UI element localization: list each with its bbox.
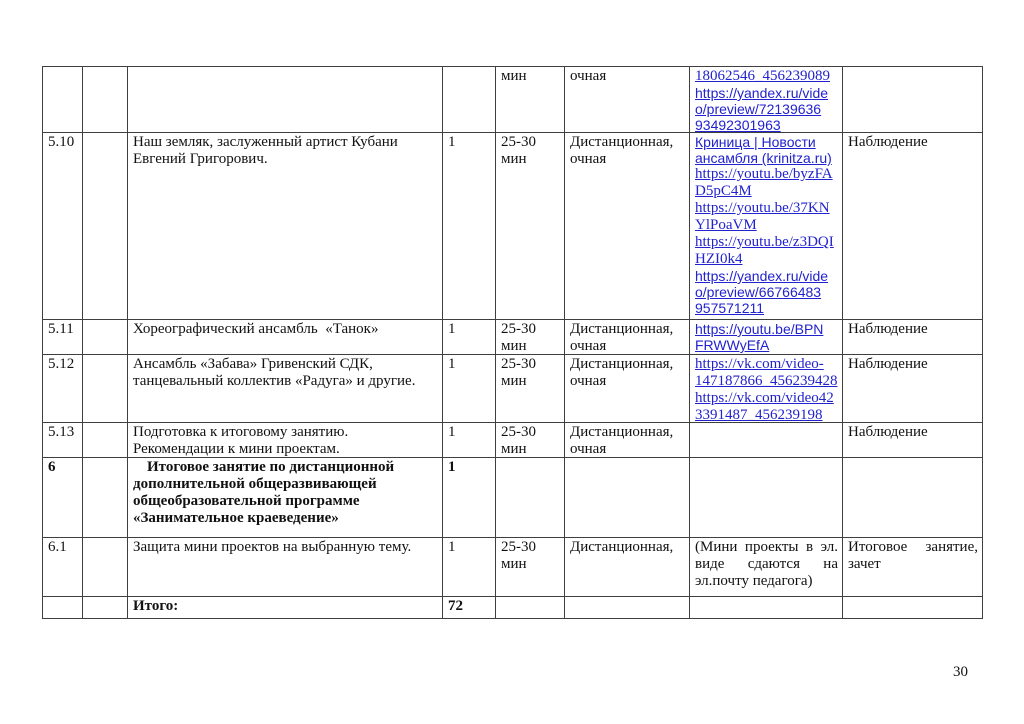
cell-5.10-links [690, 133, 843, 320]
cell-6.1-num [42, 538, 83, 597]
cell-6-links [690, 458, 843, 538]
cell-5.9-continued-form [565, 66, 690, 133]
link-line[interactable]: https://yandex.ru/vide [695, 268, 829, 284]
cell-5.13-control [843, 423, 983, 458]
text-line: 1 [448, 424, 456, 440]
link-line[interactable]: https://youtu.be/byzFA [695, 166, 833, 182]
cell-5.12-hours [443, 355, 496, 423]
text-line: мин [501, 338, 527, 354]
text-line: дополнительной общеразвивающей [133, 476, 377, 492]
cell-6-hours [443, 458, 496, 538]
text-line: Евгений Григорович. [133, 151, 268, 167]
cell-5.10-form [565, 133, 690, 320]
text-line: Дистанционная, [570, 424, 674, 440]
cell-itogo-links [690, 597, 843, 619]
link-line[interactable]: o/preview/72139636 [695, 101, 822, 117]
cell-itogo-num [42, 597, 83, 619]
cell-5.10-blank [83, 133, 128, 320]
text-line: Рекомендации к мини проектам. [133, 441, 340, 457]
cell-6.1-control [843, 538, 983, 597]
link-line[interactable]: FRWWyEfA [695, 337, 770, 353]
link-line[interactable]: 957571211 [695, 300, 765, 316]
link-line[interactable]: o/preview/66766483 [695, 284, 822, 300]
text-line: Наблюдение [848, 321, 928, 337]
program-table [42, 66, 983, 619]
cell-6.1-topic [128, 538, 443, 597]
cell-itogo-control [843, 597, 983, 619]
cell-6-duration [496, 458, 565, 538]
cell-5.9-continued-duration [496, 66, 565, 133]
cell-6-topic [128, 458, 443, 538]
cell-5.9-continued-blank [83, 66, 128, 133]
cell-5.13-duration [496, 423, 565, 458]
text-line: 1 [448, 134, 456, 150]
text-line: мин [501, 68, 527, 84]
text-line: 6 [48, 459, 56, 475]
text-line: мин [501, 441, 527, 457]
cell-itogo-topic [128, 597, 443, 619]
link-line[interactable]: 147187866_456239428 [695, 373, 838, 389]
cell-5.13-blank [83, 423, 128, 458]
cell-itogo-blank [83, 597, 128, 619]
text-line: 5.10 [48, 134, 75, 150]
cell-5.13-topic [128, 423, 443, 458]
cell-6.1-blank [83, 538, 128, 597]
cell-5.11-duration [496, 320, 565, 355]
text-line: «Занимательное краеведение» [133, 510, 339, 526]
text-line: Ансамбль «Забава» Гривенский СДК, [133, 356, 373, 372]
cell-5.9-continued-control [843, 66, 983, 133]
cell-5.11-control [843, 320, 983, 355]
text-line: Наблюдение [848, 134, 928, 150]
cell-6-control [843, 458, 983, 538]
text-line: 25-30 [501, 424, 536, 440]
text-line: (Мини проекты в эл. [695, 539, 838, 555]
text-line: очная [570, 68, 607, 84]
cell-5.11-links [690, 320, 843, 355]
cell-5.9-continued-hours [443, 66, 496, 133]
cell-5.13-form [565, 423, 690, 458]
text-line: 1 [448, 356, 456, 372]
cell-5.12-control [843, 355, 983, 423]
text-line: Наблюдение [848, 424, 928, 440]
text-line: 5.13 [48, 424, 75, 440]
link-line[interactable]: https://youtu.be/z3DQI [695, 234, 834, 250]
cell-6.1-form [565, 538, 690, 597]
cell-5.13-links [690, 423, 843, 458]
cell-6-num [42, 458, 83, 538]
cell-5.11-form [565, 320, 690, 355]
cell-5.9-continued-topic [128, 66, 443, 133]
text-line: 25-30 [501, 356, 536, 372]
cell-5.10-control [843, 133, 983, 320]
cell-5.9-continued-links [690, 66, 843, 133]
cell-6-form [565, 458, 690, 538]
text-line: Подготовка к итоговому занятию. [133, 424, 349, 440]
cell-5.10-num [42, 133, 83, 320]
text-line: Итоговое занятие, [848, 539, 978, 555]
cell-5.12-topic [128, 355, 443, 423]
cell-6.1-links [690, 538, 843, 597]
text-line: 25-30 [501, 321, 536, 337]
link-line[interactable]: https://youtu.be/BPN [695, 321, 824, 337]
text-line: мин [501, 373, 527, 389]
link-line[interactable]: ансамбля (krinitza.ru) [695, 150, 832, 166]
cell-itogo-form [565, 597, 690, 619]
cell-5.10-hours [443, 133, 496, 320]
cell-itogo-hours [443, 597, 496, 619]
cell-5.12-num [42, 355, 83, 423]
cell-5.10-duration [496, 133, 565, 320]
text-line: виде сдаются на [695, 556, 838, 572]
cell-5.11-topic [128, 320, 443, 355]
text-line: 1 [448, 321, 456, 337]
text-line: Дистанционная, [570, 539, 674, 555]
text-line: 5.12 [48, 356, 75, 372]
text-line: мин [501, 151, 527, 167]
text-line: 1 [448, 459, 456, 475]
text-line: очная [570, 373, 607, 389]
text-line: Итоговое занятие по дистанционной [147, 459, 395, 475]
text-line: 25-30 [501, 134, 536, 150]
text-line: Хореографический ансамбль «Танок» [133, 321, 379, 337]
text-line: 6.1 [48, 539, 67, 555]
cell-5.12-form [565, 355, 690, 423]
text-line: 1 [448, 539, 456, 555]
text-line: танцевальный коллектив «Радуга» и другие. [133, 373, 416, 389]
text-line: Наш земляк, заслуженный артист Кубани [133, 134, 398, 150]
text-line: очная [570, 151, 607, 167]
text-line: очная [570, 338, 607, 354]
text-line: Итого: [133, 598, 179, 614]
link-line[interactable]: YlPoaVM [695, 217, 757, 233]
cell-5.12-duration [496, 355, 565, 423]
text-line: Дистанционная, [570, 134, 674, 150]
link-line[interactable]: https://yandex.ru/vide [695, 85, 829, 101]
link-line[interactable]: 3391487_456239198 [695, 407, 823, 423]
text-line: Дистанционная, [570, 321, 674, 337]
text-line: Наблюдение [848, 356, 928, 372]
text-line: 5.11 [48, 321, 74, 337]
link-line[interactable]: D5pC4M [695, 183, 752, 199]
link-line[interactable]: https://youtu.be/37KN [695, 200, 830, 216]
cell-5.11-num [42, 320, 83, 355]
cell-itogo-duration [496, 597, 565, 619]
text-line: очная [570, 441, 607, 457]
cell-6-blank [83, 458, 128, 538]
cell-5.9-continued-num [42, 66, 83, 133]
link-line[interactable]: Криница | Новости [695, 134, 816, 150]
page-number: 30 [953, 664, 968, 680]
cell-5.11-hours [443, 320, 496, 355]
link-line[interactable]: HZI0k4 [695, 251, 743, 267]
link-line[interactable]: https://vk.com/video42 [695, 390, 834, 406]
text-line: Дистанционная, [570, 356, 674, 372]
text-line: 25-30 [501, 539, 536, 555]
cell-6.1-hours [443, 538, 496, 597]
link-line[interactable]: 18062546_456239089 [695, 68, 830, 84]
text-line: мин [501, 556, 527, 572]
text-line: эл.почту педагога) [695, 573, 813, 589]
cell-5.13-num [42, 423, 83, 458]
cell-5.11-blank [83, 320, 128, 355]
cell-5.13-hours [443, 423, 496, 458]
text-line: общеобразовательной программе [133, 493, 360, 509]
cell-6.1-duration [496, 538, 565, 597]
link-line[interactable]: https://vk.com/video- [695, 356, 824, 372]
cell-5.10-topic [128, 133, 443, 320]
link-line[interactable]: 93492301963 [695, 117, 781, 133]
text-line: Защита мини проектов на выбранную тему. [133, 539, 412, 555]
cell-5.12-links [690, 355, 843, 423]
text-line: 72 [448, 598, 463, 614]
cell-5.12-blank [83, 355, 128, 423]
text-line: зачет [848, 556, 881, 572]
